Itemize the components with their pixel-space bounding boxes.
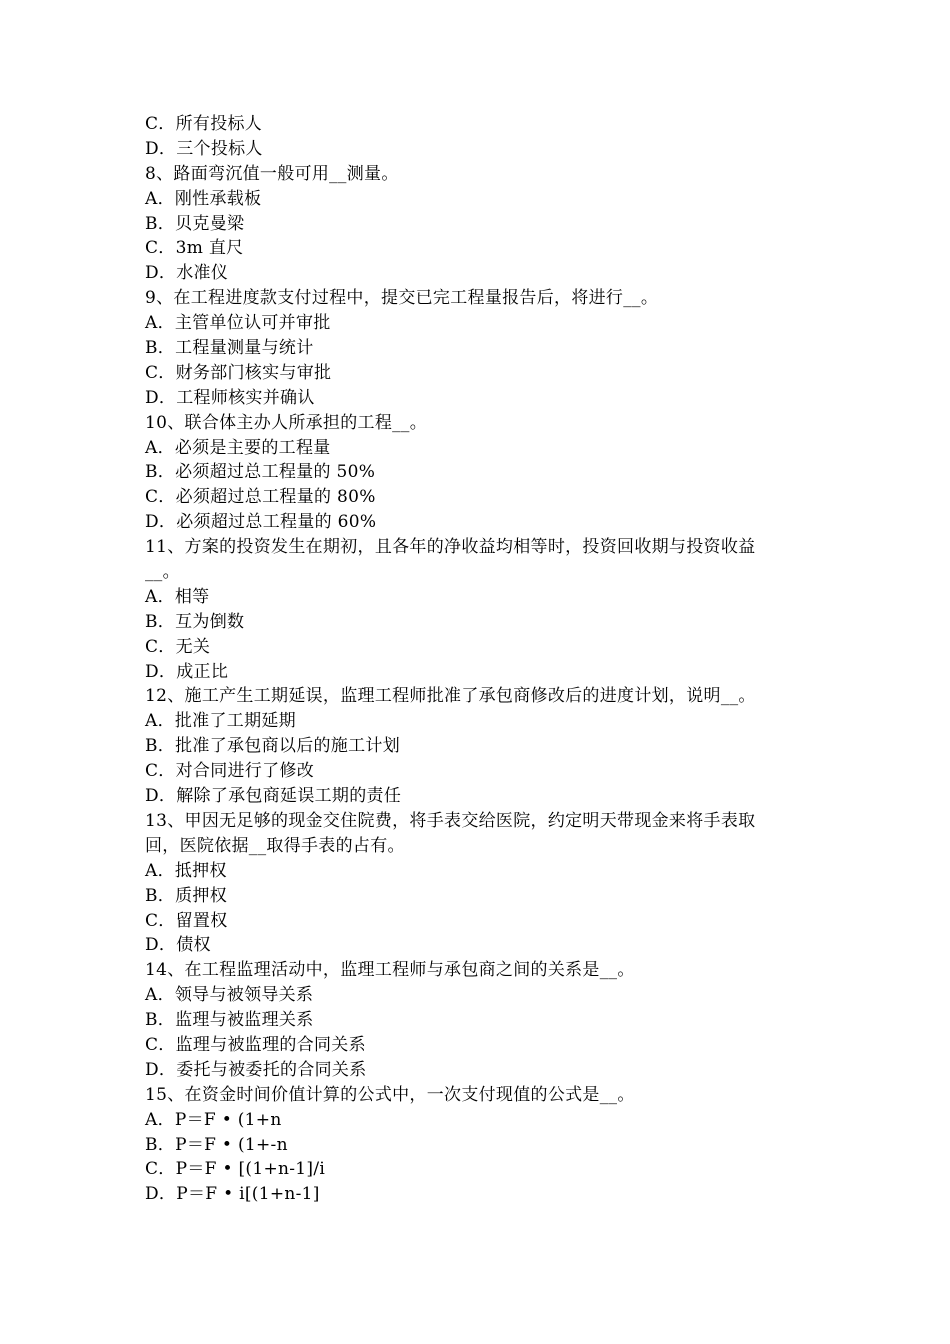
answer-option: D．三个投标人 xyxy=(145,138,263,159)
document-page xyxy=(145,112,825,1207)
answer-option: A．领导与被领导关系 xyxy=(145,985,314,1006)
answer-option: D．解除了承包商延误工期的责任 xyxy=(145,786,402,807)
answer-option: D．工程师核实并确认 xyxy=(145,387,315,408)
answer-option: C．必须超过总工程量的 80% xyxy=(145,487,376,508)
answer-option: D．成正比 xyxy=(145,661,229,682)
answer-option: A．P＝F • (1+n xyxy=(145,1109,282,1130)
question-text: 8、路面弯沉值一般可用__测量。 xyxy=(145,163,399,184)
answer-option: C．留置权 xyxy=(145,910,228,931)
answer-option: C．P＝F • [(1+n-1]/i xyxy=(145,1159,326,1180)
answer-option: C．3m 直尺 xyxy=(145,238,244,259)
answer-option: C．监理与被监理的合同关系 xyxy=(145,1034,366,1055)
question-text: 11、方案的投资发生在期初，且各年的净收益均相等时，投资回收期与投资收益 xyxy=(145,537,756,558)
answer-option: A．刚性承载板 xyxy=(145,188,262,209)
answer-option: D．水准仪 xyxy=(145,263,229,284)
answer-option: D．委托与被委托的合同关系 xyxy=(145,1059,367,1080)
answer-option: B．质押权 xyxy=(145,885,227,906)
answer-option: C．财务部门核实与审批 xyxy=(145,362,332,383)
answer-option: D．债权 xyxy=(145,935,211,956)
question-text: 9、在工程进度款支付过程中，提交已完工程量报告后，将进行__。 xyxy=(145,288,659,309)
answer-option: B．必须超过总工程量的 50% xyxy=(145,462,376,483)
question-text: __。 xyxy=(145,562,180,583)
answer-option: C．所有投标人 xyxy=(145,114,263,134)
answer-option: A．抵押权 xyxy=(145,860,227,881)
answer-option: A．批准了工期延期 xyxy=(145,711,296,732)
question-text: 14、在工程监理活动中，监理工程师与承包商之间的关系是__。 xyxy=(145,960,635,981)
answer-option: B．工程量测量与统计 xyxy=(145,338,314,359)
answer-option: A．必须是主要的工程量 xyxy=(145,437,331,458)
answer-option: D．P＝F • i[(1+n-1] xyxy=(145,1184,320,1205)
answer-option: C．对合同进行了修改 xyxy=(145,761,315,782)
answer-option: A．相等 xyxy=(145,586,210,607)
question-text: 15、在资金时间价值计算的公式中，一次支付现值的公式是__。 xyxy=(145,1084,635,1105)
answer-option: B．批准了承包商以后的施工计划 xyxy=(145,736,400,757)
answer-option: B．监理与被监理关系 xyxy=(145,1010,314,1031)
question-text: 12、施工产生工期延误，监理工程师批准了承包商修改后的进度计划，说明__。 xyxy=(145,686,756,707)
question-text: 10、联合体主办人所承担的工程__。 xyxy=(145,412,428,433)
answer-option: A．主管单位认可并审批 xyxy=(145,313,331,334)
answer-option: D．必须超过总工程量的 60% xyxy=(145,512,377,533)
question-text: 回，医院依据__取得手表的占有。 xyxy=(145,835,405,856)
answer-option: C．无关 xyxy=(145,636,211,657)
question-text: 13、甲因无足够的现金交住院费，将手表交给医院，约定明天带现金来将手表取 xyxy=(145,810,756,831)
answer-option: B．P＝F • (1+-n xyxy=(145,1134,288,1155)
answer-option: B．贝克曼梁 xyxy=(145,213,245,234)
answer-option: B．互为倒数 xyxy=(145,611,245,632)
